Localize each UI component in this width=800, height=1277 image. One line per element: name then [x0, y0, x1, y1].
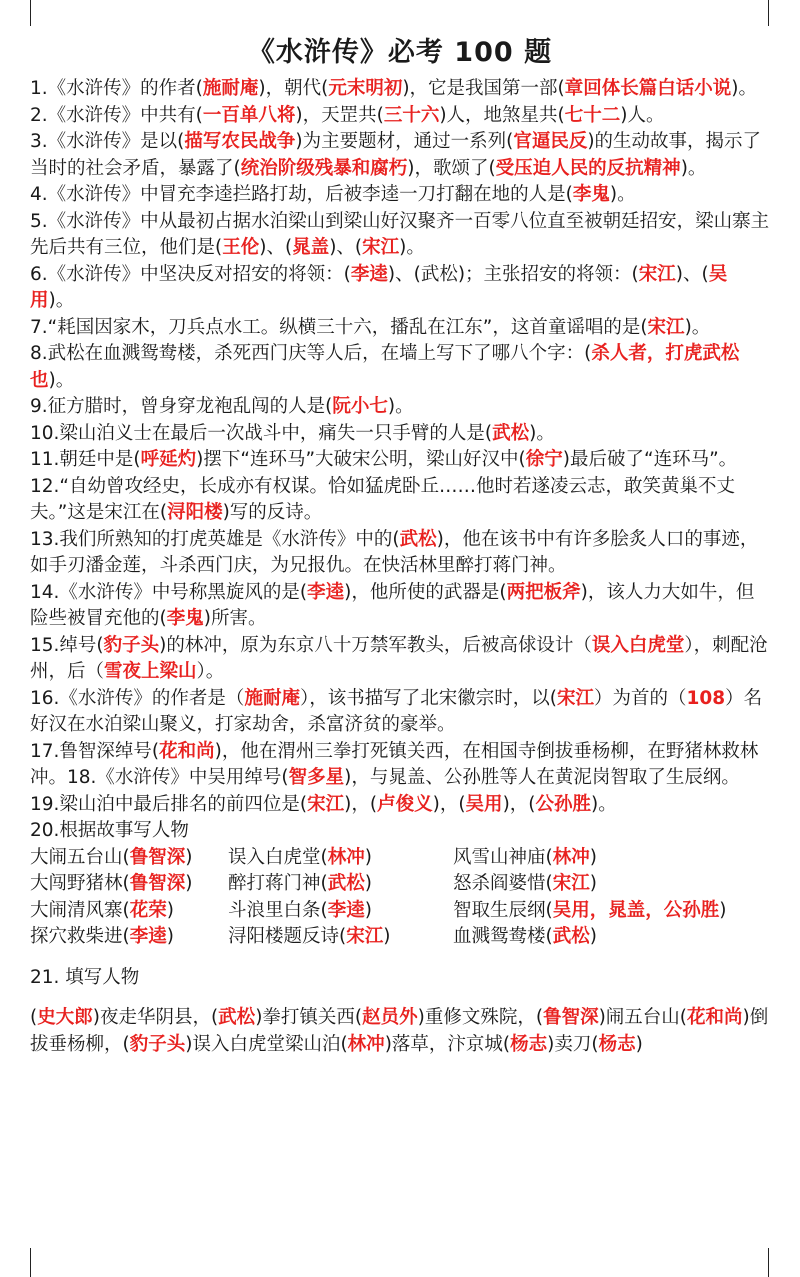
- question-item: [30, 527, 770, 580]
- questions-1-19: [30, 76, 770, 818]
- answer-text: 林冲: [552, 846, 590, 868]
- question-text: 12.“自幼曾攻经史，长成亦有权谋。恰如猛虎卧丘……他时若遂凌云志，敢笑黄巢不丈夫。”这是宋江在(: [30, 475, 736, 523]
- answer-text: 史大郎: [37, 1007, 93, 1028]
- question-text: )倒拔垂杨柳，(: [30, 1007, 769, 1055]
- question-text: )，它是我国第一部(: [402, 78, 565, 99]
- question-text: 7.“耗国因家木，刀兵点水工。纵横三十六，播乱在江东”，这首童谣唱的是(: [30, 316, 648, 338]
- story-cell: [30, 845, 228, 872]
- story-cell: [453, 845, 770, 872]
- question-text: )夜走华阴县，(: [92, 1007, 219, 1028]
- story-cell: [30, 924, 228, 951]
- answer-text: 公孙胜: [535, 793, 592, 815]
- answer-text: 宋江: [346, 926, 384, 947]
- question-text: 怒杀阎婆惜(: [453, 873, 553, 894]
- story-cell: [30, 871, 228, 898]
- question-item: [30, 209, 770, 262]
- answer-text: 鲁智深: [129, 873, 186, 894]
- question-text: )写的反诗。: [222, 502, 323, 523]
- question-item: [30, 633, 770, 686]
- answer-text: 卢俊义: [377, 793, 433, 815]
- story-cell: [453, 871, 770, 898]
- question-text: 14.《水浒传》中号称黑旋风的是(: [30, 581, 308, 603]
- answer-text: 李逵: [307, 581, 345, 603]
- question-item: [30, 739, 770, 792]
- q20-heading: 20.根据故事写人物: [30, 820, 189, 841]
- story-cell: [453, 898, 770, 925]
- story-cell: [453, 924, 770, 951]
- question-text: )，他在该书中有许多脍炙人口的事迹，如手刃潘金莲，斗杀西门庆，为兄报仇。在快活林里醉打蒋门神。: [30, 528, 759, 576]
- answer-text: 武松: [492, 422, 530, 444]
- answer-text: 武松: [552, 926, 590, 947]
- answer-text: 108: [686, 687, 726, 709]
- question-text: 大闯野猪林(: [30, 873, 130, 894]
- question-text: )。: [529, 422, 555, 444]
- answer-text: 描写农民战争: [184, 131, 296, 152]
- question-text: )闹五台山(: [598, 1007, 688, 1028]
- question-text: )。: [387, 396, 414, 417]
- question-text: )、(: [675, 263, 709, 285]
- answer-text: 误入白虎堂: [591, 634, 685, 656]
- question-text: ): [364, 873, 372, 894]
- question-item: [30, 792, 770, 819]
- story-cell: [228, 898, 453, 925]
- question-text: 8.武松在血溅鸳鸯楼，杀死西门庆等人后，在墙上写下了哪八个字：(: [30, 343, 592, 364]
- question-text: )，他在渭州三拳打死镇关西，在相国寺倒拔垂杨柳，在野猪林救林冲。18.《水浒传》中吴用绰号(: [30, 740, 759, 788]
- question-text: ): [383, 926, 391, 947]
- question-text: 5.《水浒传》中从最初占据水泊梁山到梁山好汉聚齐一百零八位直至被朝廷招安，梁山寨主先后共有三位，他们是(: [30, 210, 770, 258]
- question-text: 4.《水浒传》中冒充李逵拦路打劫，后被李逵一刀打翻在地的人是(: [30, 184, 573, 205]
- answer-text: 官逼民反: [513, 131, 588, 152]
- question-text: )人，地煞星共(: [439, 104, 565, 126]
- question-text: )，(: [502, 793, 536, 815]
- question-text: )。: [48, 369, 75, 391]
- question-text: ）名好汉在水泊梁山聚义，打家劫舍，杀富济贫的豪举。: [30, 687, 763, 735]
- question-text: ): [364, 899, 372, 921]
- answer-text: 施耐庵: [244, 687, 300, 709]
- answer-text: 杨志: [598, 1033, 636, 1055]
- question-text: )重修文殊院，(: [417, 1007, 544, 1028]
- answer-text: 花荣: [129, 899, 167, 921]
- question-text: )，他所使的武器是(: [344, 581, 507, 603]
- answer-text: 三十六: [383, 104, 440, 126]
- story-cell: [228, 845, 453, 872]
- question-text: 17.鲁智深绰号(: [30, 740, 160, 762]
- question-text: 误入白虎堂(: [228, 846, 328, 868]
- question-item: [30, 394, 770, 421]
- question-text: 16.《水浒传》的作者是（: [30, 687, 245, 709]
- answer-text: 李逵: [129, 926, 167, 947]
- answer-text: 智多星: [288, 767, 345, 788]
- answer-text: 吴用: [30, 263, 728, 311]
- answer-text: 吴用，晁盖，公孙胜: [552, 899, 720, 921]
- q20-grid: [30, 845, 770, 951]
- question-item: [30, 129, 770, 182]
- answer-text: 李鬼: [572, 184, 610, 205]
- question-text: )。: [48, 290, 75, 311]
- question-text: 探穴救柴进(: [30, 926, 130, 947]
- question-text: (: [30, 1007, 38, 1028]
- question-item: [30, 76, 770, 103]
- question-item: [30, 421, 770, 448]
- question-text: )，(: [432, 793, 466, 815]
- question-text: )落草，汴京城(: [384, 1033, 511, 1055]
- crop-mark: [30, 1248, 31, 1277]
- question-text: )卖刀(: [547, 1033, 599, 1055]
- question-text: )。: [591, 793, 617, 815]
- question-text: 大闹清风寨(: [30, 899, 130, 921]
- question-text: )。: [680, 157, 707, 179]
- answer-text: 吴用: [465, 793, 503, 815]
- question-text: 9.征方腊时，曾身穿龙袍乱闯的人是(: [30, 396, 333, 417]
- question-text: )的林冲，原为东京八十万禁军教头，后被高俅设计（: [159, 634, 592, 656]
- answer-text: 宋江: [552, 873, 590, 894]
- answer-text: 杀人者，打虎武松也: [30, 343, 740, 391]
- question-text: )、(武松)；主张招安的将领：(: [387, 263, 639, 285]
- question-item: [30, 182, 770, 209]
- question-text: ），刺配沧州，后（: [30, 634, 768, 682]
- question-text: )拳打镇关西(: [255, 1007, 363, 1028]
- question-text: )、(: [329, 237, 363, 258]
- question-text: 血溅鸳鸯楼(: [453, 926, 553, 947]
- question-text: 浔阳楼题反诗(: [228, 926, 347, 947]
- crop-mark: [768, 0, 769, 26]
- answer-text: 呼延灼: [140, 449, 197, 470]
- question-text: )误入白虎堂梁山泊(: [185, 1033, 348, 1055]
- question-text: ): [166, 899, 174, 921]
- answer-text: 受压迫人民的反抗精神: [495, 157, 681, 179]
- answer-text: 宋江: [638, 263, 676, 285]
- question-text: 10.梁山泊义士在最后一次战斗中，痛失一只手臂的人是(: [30, 422, 493, 444]
- answer-text: 阮小七: [332, 396, 388, 417]
- question-text: )。: [399, 237, 425, 258]
- question-text: 6.《水浒传》中坚决反对招安的将领：(: [30, 263, 351, 285]
- answer-text: 鲁智深: [129, 846, 186, 868]
- question-text: ): [719, 899, 727, 921]
- answer-text: 章回体长篇白话小说: [564, 78, 732, 99]
- answer-text: 武松: [327, 873, 365, 894]
- question-text: ): [185, 846, 193, 868]
- answer-text: 杨志: [510, 1033, 548, 1055]
- answer-text: 武松: [399, 528, 437, 550]
- answer-text: 浔阳楼: [167, 502, 223, 523]
- question-text: 1.《水浒传》的作者(: [30, 78, 203, 99]
- answer-text: 李逵: [327, 899, 365, 921]
- question-text: )，天罡共(: [295, 104, 384, 126]
- question-text: ）为首的（: [593, 687, 687, 709]
- question-item: [30, 686, 770, 739]
- story-cell: [228, 924, 453, 951]
- answer-text: 宋江: [362, 237, 400, 258]
- question-text: 19.梁山泊中最后排名的前四位是(: [30, 793, 308, 815]
- answer-text: 林冲: [347, 1033, 385, 1055]
- question-text: )，与晁盖、公孙胜等人在黄泥岗智取了生辰纲。: [344, 767, 740, 788]
- question-text: )。: [731, 78, 758, 99]
- question-text: 11.朝廷中是(: [30, 449, 141, 470]
- question-item: [30, 315, 770, 342]
- answer-text: 一百单八将: [202, 104, 296, 126]
- question-text: ): [364, 846, 372, 868]
- question-text: ），该书描写了北宋徽宗时，以(: [299, 687, 557, 709]
- answer-text: 豹子头: [129, 1033, 186, 1055]
- answer-text: 花和尚: [159, 740, 215, 762]
- question-list: [30, 76, 770, 1058]
- answer-text: 两把板斧: [506, 581, 581, 603]
- question-text: ): [185, 873, 193, 894]
- answer-text: 林冲: [327, 846, 365, 868]
- answer-text: 鲁智深: [543, 1007, 599, 1028]
- answer-text: 豹子头: [103, 634, 160, 656]
- question-text: )。: [609, 184, 636, 205]
- question-text: ）。: [196, 661, 225, 682]
- question-text: )、(: [259, 237, 293, 258]
- question-text: ): [589, 926, 597, 947]
- answer-text: 雪夜上梁山: [104, 661, 197, 682]
- question-text: )，该人力大如牛，但险些被冒充他的(: [30, 581, 755, 629]
- question-text: )为主要题材，通过一系列(: [295, 131, 514, 152]
- answer-text: 花和尚: [687, 1007, 743, 1028]
- answer-text: 宋江: [307, 793, 345, 815]
- question-text: 智取生辰纲(: [453, 899, 553, 921]
- question-text: )摆下“连环马”大破宋公明，梁山好汉中(: [196, 449, 526, 470]
- answer-text: 宋江: [647, 316, 685, 338]
- question-text: 醉打蒋门神(: [228, 873, 328, 894]
- crop-mark: [768, 1248, 769, 1277]
- q21-body: [30, 1005, 770, 1058]
- question-text: )人。: [620, 104, 665, 126]
- question-text: ): [589, 873, 597, 894]
- question-item: [30, 103, 770, 130]
- answer-text: 晁盖: [292, 237, 330, 258]
- answer-text: 徐宁: [525, 449, 563, 470]
- question-text: 2.《水浒传》中共有(: [30, 104, 203, 126]
- question-text: 大闹五台山(: [30, 846, 130, 868]
- question-text: ): [589, 846, 597, 868]
- answer-text: 七十二: [564, 104, 621, 126]
- answer-text: 宋江: [556, 687, 594, 709]
- question-text: ): [166, 926, 174, 947]
- question-item: [30, 474, 770, 527]
- answer-text: 李鬼: [166, 608, 204, 629]
- question-text: 斗浪里白条(: [228, 899, 328, 921]
- question-item: [30, 262, 770, 315]
- question-item: [30, 447, 770, 474]
- question-text: 15.绰号(: [30, 634, 104, 656]
- question-text: )，歌颂了(: [407, 157, 496, 179]
- answer-text: 赵员外: [362, 1007, 418, 1028]
- question-text: )所害。: [203, 608, 267, 629]
- question-text: )。: [684, 316, 711, 338]
- question-text: )最后破了“连环马”。: [562, 449, 738, 470]
- question-text: 3.《水浒传》是以(: [30, 131, 185, 152]
- answer-text: 武松: [218, 1007, 256, 1028]
- q21-heading: 21. 填写人物: [30, 966, 140, 988]
- crop-mark: [30, 0, 31, 26]
- question-text: 13.我们所熟知的打虎英雄是《水浒传》中的(: [30, 528, 400, 550]
- answer-text: 李逵: [350, 263, 388, 285]
- question-text: )，朝代(: [258, 78, 329, 99]
- question-text: 风雪山神庙(: [453, 846, 553, 868]
- question-item: [30, 341, 770, 394]
- answer-text: 王伦: [222, 237, 260, 258]
- answer-text: 施耐庵: [202, 78, 259, 99]
- page-title: 《水浒传》必考 100 题: [247, 37, 553, 68]
- story-cell: [228, 871, 453, 898]
- question-text: )的生动故事，揭示了当时的社会矛盾，暴露了(: [30, 131, 762, 179]
- question-text: )，(: [344, 793, 378, 815]
- story-cell: [30, 898, 228, 925]
- answer-text: 统治阶级残暴和腐朽: [240, 157, 408, 179]
- answer-text: 元末明初: [328, 78, 403, 99]
- question-text: ): [635, 1033, 643, 1055]
- question-item: [30, 580, 770, 633]
